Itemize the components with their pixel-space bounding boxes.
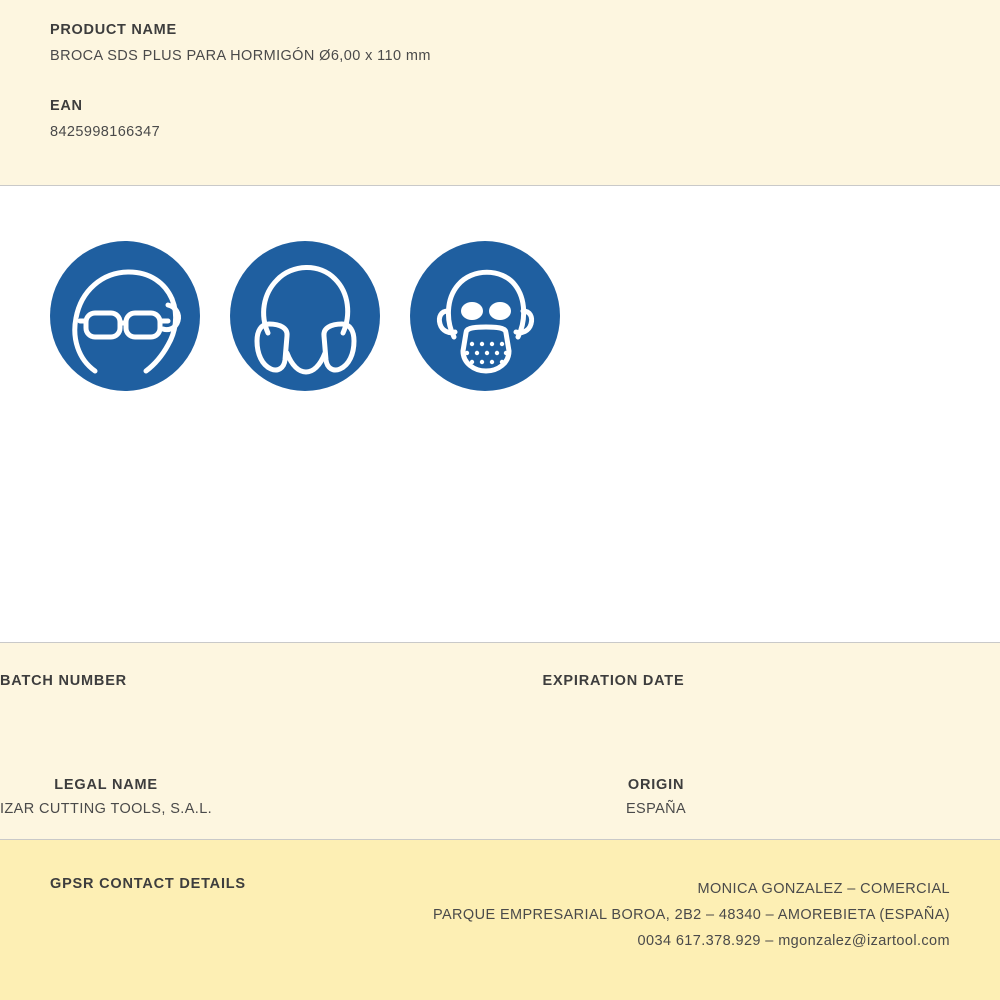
batch-number-label: BATCH NUMBER (0, 673, 127, 689)
gpsr-contact-address: PARQUE EMPRESARIAL BOROA, 2B2 – 48340 – AMOREBIETA (ESPAÑA) (432, 907, 950, 923)
origin-label: ORIGIN (627, 777, 685, 793)
ean-label: EAN (50, 98, 83, 114)
traceability-block (0, 643, 1000, 840)
gpsr-contact-label: GPSR CONTACT DETAILS (50, 876, 246, 892)
batch-number-cell (0, 673, 527, 715)
respiratory-protection-icon (410, 241, 560, 391)
traceability-row-1 (0, 673, 1000, 715)
safety-pictogram-area (0, 186, 1000, 643)
gpsr-contact-block (0, 840, 1000, 1000)
expiration-date-label: EXPIRATION DATE (542, 673, 685, 689)
ear-protection-icon (230, 241, 380, 391)
eye-protection-icon (50, 241, 200, 391)
expiration-date-value (527, 697, 700, 715)
product-name-label: PRODUCT NAME (50, 22, 177, 38)
product-name-value: BROCA SDS PLUS PARA HORMIGÓN Ø6,00 x 110 mm (50, 48, 431, 64)
origin-value: ESPAÑA (625, 801, 687, 817)
batch-number-value (0, 697, 127, 715)
ean-group (50, 98, 950, 140)
origin-cell (612, 777, 1000, 819)
product-name-group (50, 22, 950, 64)
legal-name-cell (0, 777, 612, 819)
gpsr-contact-lines (433, 876, 950, 954)
ean-value: 8425998166347 (50, 124, 161, 140)
product-identification-block (0, 0, 1000, 186)
gpsr-contact-person: MONICA GONZALEZ – COMERCIAL (697, 881, 950, 897)
legal-name-label: LEGAL NAME (54, 777, 158, 793)
pictogram-row (50, 241, 950, 391)
traceability-row-2 (0, 777, 1000, 819)
expiration-date-cell (527, 673, 1000, 715)
legal-name-value: IZAR CUTTING TOOLS, S.A.L. (0, 801, 213, 817)
gpsr-contact-phone-email: 0034 617.378.929 – mgonzalez@izartool.com (637, 933, 950, 949)
